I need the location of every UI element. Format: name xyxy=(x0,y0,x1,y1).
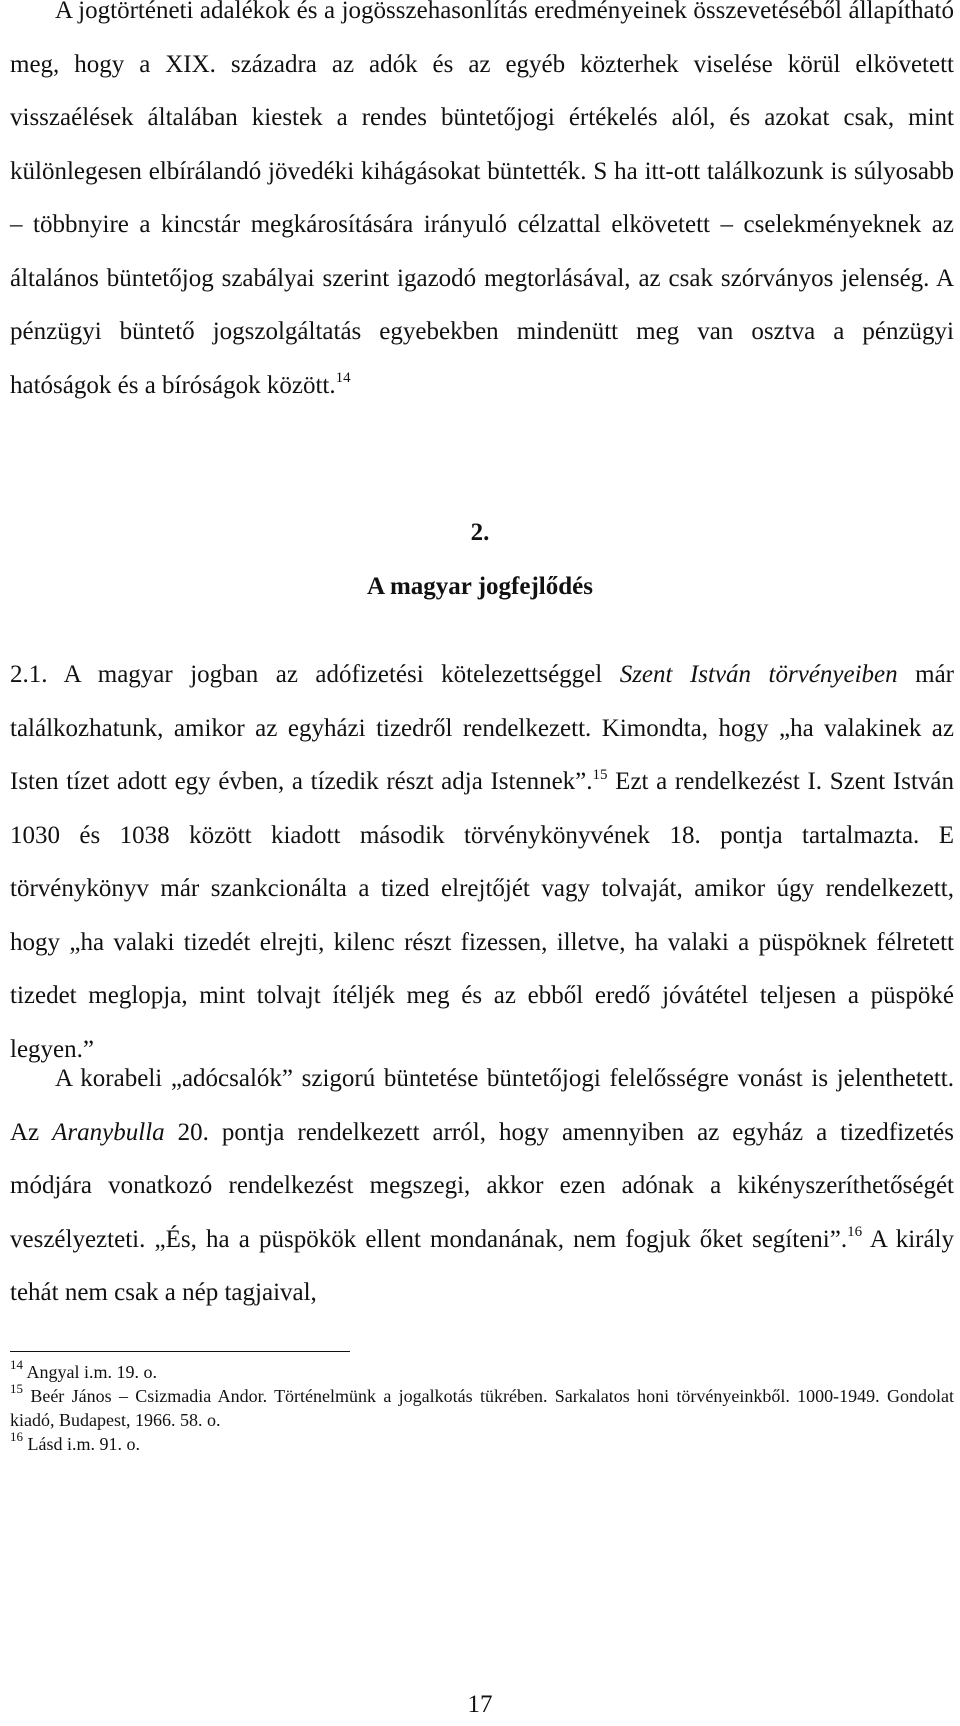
section-title: A magyar jogfejlődés xyxy=(367,573,593,600)
footnote-number: 14 xyxy=(10,1357,23,1372)
footnotes xyxy=(10,1357,954,1456)
footnote-ref-15[interactable]: 15 xyxy=(592,766,608,783)
footnote-text: Angyal i.m. 19. o. xyxy=(23,1362,157,1382)
paragraph-3 xyxy=(10,1052,954,1320)
footnote-number: 15 xyxy=(10,1381,23,1396)
footnote-15 xyxy=(10,1381,954,1432)
paragraph-3-text-b: 20. pontja rendelkezett arról, hogy amennyiben az egyház a tizedfizetés módjára vonatkozó rendelkezést megszegi, akkor ezen adónak a kikényszeríthetőségét veszélyezteti. „És, ha a püspökök ellent mondanának, nem fogjuk őket segíteni”. xyxy=(10,1118,954,1253)
footnote-ref-16[interactable]: 16 xyxy=(847,1224,863,1241)
page-number: 17 xyxy=(467,1691,493,1718)
footnote-14 xyxy=(10,1357,954,1384)
paragraph-3-text-a: A korabeli „adócsalók” szigorú büntetése büntetőjogi felelősségre vonást is jelenthetett. Az xyxy=(10,1065,954,1146)
paragraph-3-italic: Aranybulla xyxy=(52,1118,165,1146)
paragraph-2 xyxy=(10,648,954,1076)
paragraph-1 xyxy=(10,0,954,412)
paragraph-2-text-c: Ezt a rendelkezést I. Szent István 1030 és 1038 között kiadott második törvénykönyvének 18. pontja tartalmazta. E törvénykönyv már szankcionálta a tized elrejtőjét vagy tolvaját, amikor úgy rendelkezett, hogy „ha valaki tizedét elrejti, kilenc részt fizessen, illetve, ha valaki a püspöknek félretett tizedet meglopja, mint tolvajt ítéljék meg és az ebből eredő jóvátétel teljesen a püspöké legyen.” xyxy=(10,768,954,1063)
footnote-text: Beér János – Csizmadia Andor. Történelmünk a jogalkotás tükrében. Sarkalatos honi törvényeinkből. 1000-1949. Gondolat kiadó, Budapest, 1966. 58. o. xyxy=(10,1386,954,1430)
footnote-ref-14[interactable]: 14 xyxy=(335,370,351,387)
paragraph-1-text: A jogtörténeti adalékok és a jogösszehasonlítás eredményeinek összevetéséből állapítható meg, hogy a XIX. századra az adók és az egyéb közterhek viselése körül elkövetett visszaélések általában kiestek a rendes büntetőjogi értékelés alól, és azokat csak, mint különlegesen elbírálandó jövedéki kihágásokat büntették. S ha itt-ott találkozunk is súlyosabb – többnyire a kincstár megkárosítására irányuló célzattal elkövetett – cselekményeknek az általános büntetőjog szabályai szerint igazodó megtorlásával, az csak szórványos jelenség. A pénzügyi büntető jogszolgáltatás egyebekben mindenütt meg van osztva a pénzügyi hatóságok és a bíróságok között. xyxy=(10,0,954,399)
paragraph-2-italic: Szent István törvényeiben xyxy=(619,661,898,688)
footnote-16 xyxy=(10,1429,954,1456)
footnote-divider xyxy=(10,1351,350,1352)
footnote-text: Lásd i.m. 91. o. xyxy=(23,1434,140,1454)
section-number: 2. xyxy=(470,519,490,546)
paragraph-2-text-a: 2.1. A magyar jogban az adófizetési kötelezettséggel xyxy=(10,661,620,688)
footnote-number: 16 xyxy=(10,1429,23,1444)
paragraph-2-text-b: már találkozhatunk, amikor az egyházi tizedről rendelkezett. Kimondta, hogy „ha valakinek az Isten tízet adott egy évben, a tízedik részt adja Istennek”. xyxy=(10,661,954,795)
paragraph-3-text-c: A király tehát nem csak a nép tagjaival, xyxy=(10,1225,955,1306)
